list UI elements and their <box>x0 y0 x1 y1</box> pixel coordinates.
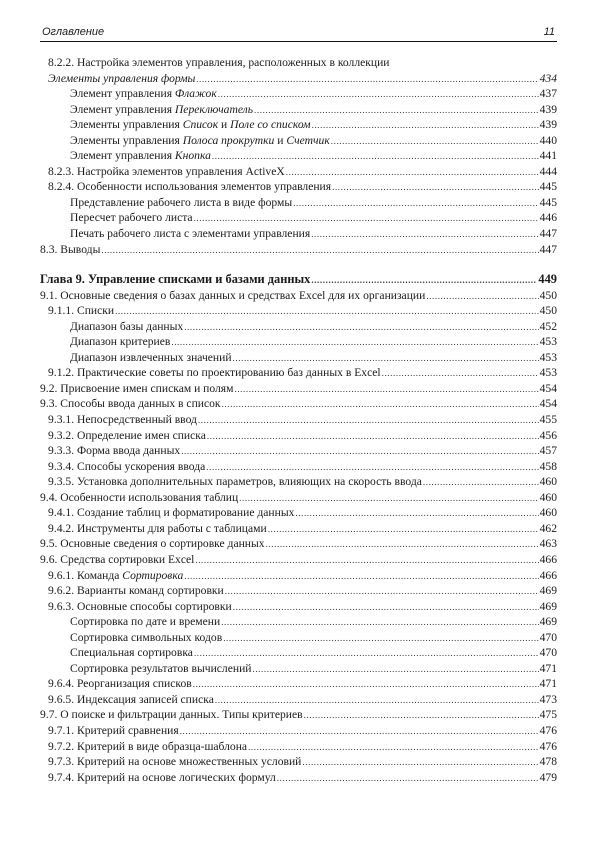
toc-entry-page: 479 <box>539 770 557 784</box>
toc-entry[interactable] <box>40 319 557 335</box>
toc-entry-page: 447 <box>539 242 557 256</box>
toc-entry-page: 452 <box>539 319 557 333</box>
toc-entry-title: Сортировка результатов вычислений <box>70 661 252 675</box>
dot-leader <box>312 118 539 134</box>
toc-chapter-entry[interactable] <box>40 272 557 288</box>
dot-leader <box>223 631 538 647</box>
toc-entry-page: 470 <box>539 630 557 644</box>
toc-entry[interactable] <box>40 739 557 755</box>
toc-entry-page: 462 <box>539 521 557 535</box>
page-number: 11 <box>543 26 555 38</box>
dot-leader <box>331 134 539 150</box>
toc-entry[interactable] <box>40 350 557 366</box>
toc-entry-title: 8.2.4. Особенности использования элементов управления <box>48 180 332 194</box>
toc-entry[interactable] <box>40 55 557 71</box>
dot-leader <box>254 103 539 119</box>
toc-entry[interactable] <box>40 102 557 118</box>
dot-leader <box>180 724 539 740</box>
toc-entry-page: 447 <box>539 227 557 241</box>
dot-leader <box>311 227 538 243</box>
toc-entry-title: Специальная сортировка <box>70 646 193 660</box>
dot-leader <box>268 522 539 538</box>
dot-leader <box>222 397 539 413</box>
toc-entry[interactable] <box>40 676 557 692</box>
dot-leader <box>311 273 537 289</box>
toc-entry-title: 9.4. Особенности использования таблиц <box>40 490 239 504</box>
toc-entry[interactable] <box>40 599 557 615</box>
toc-entry-title: 9.6.4. Реорганизация списков <box>48 677 192 691</box>
toc-entry-page: 440 <box>539 133 557 147</box>
toc-entry-page: 469 <box>539 615 557 629</box>
toc-entry-page: 466 <box>539 552 557 566</box>
toc-entry-page: 453 <box>539 335 557 349</box>
dot-leader <box>215 693 539 709</box>
toc-entry-title: 8.2.3. Настройка элементов управления ActiveX <box>48 164 285 178</box>
dot-leader <box>295 506 538 522</box>
dot-leader <box>221 615 538 631</box>
toc-entry-title: Печать рабочего листа с элементами управления <box>70 227 311 241</box>
dot-leader <box>248 740 539 756</box>
toc-entry[interactable] <box>40 133 557 149</box>
toc-entry-title: Элемент управления Флажок <box>70 87 217 101</box>
toc-entry-title: Элемент управления Кнопка <box>70 149 211 163</box>
toc-entry-page: 475 <box>539 708 557 722</box>
toc-entry-page: 454 <box>539 381 557 395</box>
toc-entry-title: 9.7.3. Критерий на основе множественных условий <box>48 755 302 769</box>
toc-entry[interactable] <box>40 334 557 350</box>
toc-entry[interactable] <box>40 117 557 133</box>
toc-entry[interactable] <box>40 645 557 661</box>
toc-entry-page: 458 <box>539 459 557 473</box>
toc-entry[interactable] <box>40 583 557 599</box>
toc-entry-page: 437 <box>539 87 557 101</box>
dot-leader <box>196 72 538 88</box>
toc-entry-page: 445 <box>539 195 557 209</box>
toc-entry-title: 8.3. Выводы <box>40 242 101 256</box>
toc-entry[interactable] <box>40 288 557 304</box>
toc-entry-title: Элемент управления Переключатель <box>70 102 254 116</box>
toc-entry[interactable] <box>40 459 557 475</box>
toc-entry-page: 441 <box>539 149 557 163</box>
toc-entry[interactable] <box>40 707 557 723</box>
toc-entry[interactable] <box>40 412 557 428</box>
dot-leader <box>225 584 539 600</box>
dot-leader <box>234 382 538 398</box>
toc-entry[interactable] <box>40 723 557 739</box>
toc-entry-page: 469 <box>539 584 557 598</box>
toc-entry-page: 450 <box>539 288 557 302</box>
toc-entry-page: 455 <box>539 413 557 427</box>
toc-entry-title: Диапазон извлеченных значений <box>70 350 232 364</box>
toc-entry-title: 9.6. Средства сортировки Excel <box>40 552 195 566</box>
dot-leader <box>101 243 538 259</box>
dot-leader <box>266 537 539 553</box>
dot-leader <box>332 180 539 196</box>
toc-entry[interactable] <box>40 474 557 490</box>
toc-entry-title: 9.1.2. Практические советы по проектированию баз данных в Excel <box>48 366 381 380</box>
dot-leader <box>302 755 538 771</box>
toc-entry-page: 460 <box>539 506 557 520</box>
toc-entry-page: 453 <box>539 350 557 364</box>
toc-entry[interactable] <box>40 164 557 180</box>
toc-entry[interactable] <box>40 226 557 242</box>
toc-entry-page: 460 <box>539 490 557 504</box>
toc-entry[interactable] <box>40 692 557 708</box>
toc-entry-title: Элементы управления Полоса прокрутки и Счетчик <box>70 133 330 147</box>
toc-entry[interactable] <box>40 770 557 786</box>
toc-entry[interactable] <box>40 148 557 164</box>
dot-leader <box>194 211 539 227</box>
toc-entry-page: 460 <box>539 475 557 489</box>
toc-entry[interactable] <box>40 568 557 584</box>
toc-entry-page: 478 <box>539 755 557 769</box>
toc-entry-title: Диапазон базы данных <box>70 319 184 333</box>
toc-entry[interactable] <box>40 210 557 226</box>
dot-leader <box>426 289 538 305</box>
dot-leader <box>184 569 538 585</box>
toc-entry[interactable] <box>40 71 557 87</box>
dot-leader <box>252 662 538 678</box>
toc-entry-page: 473 <box>539 692 557 706</box>
toc-entry-title: 9.7.4. Критерий на основе логических формул <box>48 770 276 784</box>
running-header <box>40 26 557 42</box>
toc-entry-title: 9.7.2. Критерий в виде образца-шаблона <box>48 739 248 753</box>
dot-leader <box>195 553 538 569</box>
toc-entry-title: 8.2.2. Настройка элементов управления, расположенных в коллекции <box>48 56 390 69</box>
toc-entry[interactable] <box>40 630 557 646</box>
toc-entry-title: 9.5. Основные сведения о сортировке данных <box>40 537 265 551</box>
toc-entry-title: 9.3.2. Определение имен списка <box>48 428 206 442</box>
dot-leader <box>382 366 539 382</box>
toc-entry[interactable] <box>40 490 557 506</box>
toc-entry-title: Глава 9. Управление списками и базами данных <box>40 272 311 287</box>
dot-leader <box>277 771 539 787</box>
toc-entry-page: 471 <box>539 661 557 675</box>
toc-entry-title: 9.3. Способы ввода данных в список <box>40 397 221 411</box>
toc-entry-page: 463 <box>539 537 557 551</box>
toc-entry-title: Элементы управления формы <box>48 71 196 85</box>
toc-entry-page: 446 <box>539 211 557 225</box>
toc-entry-page: 470 <box>539 646 557 660</box>
dot-leader <box>193 677 539 693</box>
toc-entry[interactable] <box>40 365 557 381</box>
toc-entry-title: 9.2. Присвоение имен спискам и полям <box>40 381 234 395</box>
dot-leader <box>304 708 539 724</box>
toc-entry-page: 471 <box>539 677 557 691</box>
toc-entry-title: 9.3.1. Непосредственный ввод <box>48 413 197 427</box>
toc-entry-title: 9.1.1. Списки <box>48 304 115 318</box>
dot-leader <box>194 646 539 662</box>
dot-leader <box>207 429 539 445</box>
dot-leader <box>293 196 538 212</box>
toc-entry-page: 449 <box>538 272 557 287</box>
toc-entry[interactable] <box>40 536 557 552</box>
toc-entry[interactable] <box>40 428 557 444</box>
toc-entry[interactable] <box>40 242 557 258</box>
toc-entry-title: 9.7. О поиске и фильтрации данных. Типы критериев <box>40 708 303 722</box>
toc-entry-page: 469 <box>539 599 557 613</box>
dot-leader <box>212 149 539 165</box>
toc-entry-title: Диапазон критериев <box>70 335 171 349</box>
toc-entry[interactable] <box>40 754 557 770</box>
toc-entry-title: 9.3.5. Установка дополнительных параметров, влияющих на скорость ввода <box>48 475 422 489</box>
toc-entry-title: 9.1. Основные сведения о базах данных и средствах Excel для их организации <box>40 288 426 302</box>
dot-leader <box>239 491 538 507</box>
toc-entry[interactable] <box>40 661 557 677</box>
toc-entry[interactable] <box>40 521 557 537</box>
toc-entry-page: 439 <box>539 102 557 116</box>
toc-entry[interactable] <box>40 396 557 412</box>
toc-entry-title: 9.4.2. Инструменты для работы с таблицами <box>48 521 267 535</box>
toc-entry-title: Пересчет рабочего листа <box>70 211 193 225</box>
dot-leader <box>181 444 538 460</box>
toc-entry-page: 434 <box>539 71 557 85</box>
toc-entry-page: 457 <box>539 444 557 458</box>
toc-entry-title: 9.6.1. Команда Сортировка <box>48 568 184 582</box>
dot-leader <box>233 351 539 367</box>
toc-entry-page: 476 <box>539 723 557 737</box>
toc-entry-title: 9.3.4. Способы ускорения ввода <box>48 459 206 473</box>
toc-entry-title: Сортировка символьных кодов <box>70 630 223 644</box>
toc-entry-title: 9.6.5. Индексация записей списка <box>48 692 214 706</box>
toc-entry-title: Представление рабочего листа в виде формы <box>70 195 293 209</box>
toc-entry-title: Сортировка по дате и времени <box>70 615 221 629</box>
dot-leader <box>198 413 539 429</box>
toc-entry-page: 450 <box>539 304 557 318</box>
toc-entry[interactable] <box>40 443 557 459</box>
toc-entry-title: 9.7.1. Критерий сравнения <box>48 723 179 737</box>
toc-entry[interactable] <box>40 614 557 630</box>
dot-leader <box>115 304 539 320</box>
dot-leader <box>218 87 539 103</box>
toc-entry[interactable] <box>40 552 557 568</box>
toc-entry[interactable] <box>40 179 557 195</box>
toc-entry-page: 466 <box>539 568 557 582</box>
dot-leader <box>233 600 539 616</box>
running-header-title: Оглавление <box>42 26 105 38</box>
dot-leader <box>171 335 538 351</box>
toc-entry[interactable] <box>40 303 557 319</box>
toc-entry-page: 454 <box>539 397 557 411</box>
toc-entry-title: Элементы управления Список и Поле со списком <box>70 118 311 132</box>
toc-entry[interactable] <box>40 195 557 211</box>
toc-entry[interactable] <box>40 381 557 397</box>
dot-leader <box>423 475 539 491</box>
table-of-contents <box>40 55 557 785</box>
toc-entry-page: 453 <box>539 366 557 380</box>
toc-entry-title: 9.4.1. Создание таблиц и форматирование данных <box>48 506 295 520</box>
dot-leader <box>286 165 539 181</box>
toc-entry-title: 9.6.2. Варианты команд сортировки <box>48 584 224 598</box>
toc-entry-page: 456 <box>539 428 557 442</box>
toc-entry-page: 445 <box>539 180 557 194</box>
dot-leader <box>206 460 538 476</box>
toc-entry-title: 9.6.3. Основные способы сортировки <box>48 599 232 613</box>
dot-leader <box>184 320 538 336</box>
toc-entry[interactable] <box>40 86 557 102</box>
toc-entry[interactable] <box>40 505 557 521</box>
toc-entry-page: 476 <box>539 739 557 753</box>
toc-entry-page: 444 <box>539 164 557 178</box>
toc-entry-page: 439 <box>539 118 557 132</box>
toc-entry-title: 9.3.3. Форма ввода данных <box>48 444 181 458</box>
